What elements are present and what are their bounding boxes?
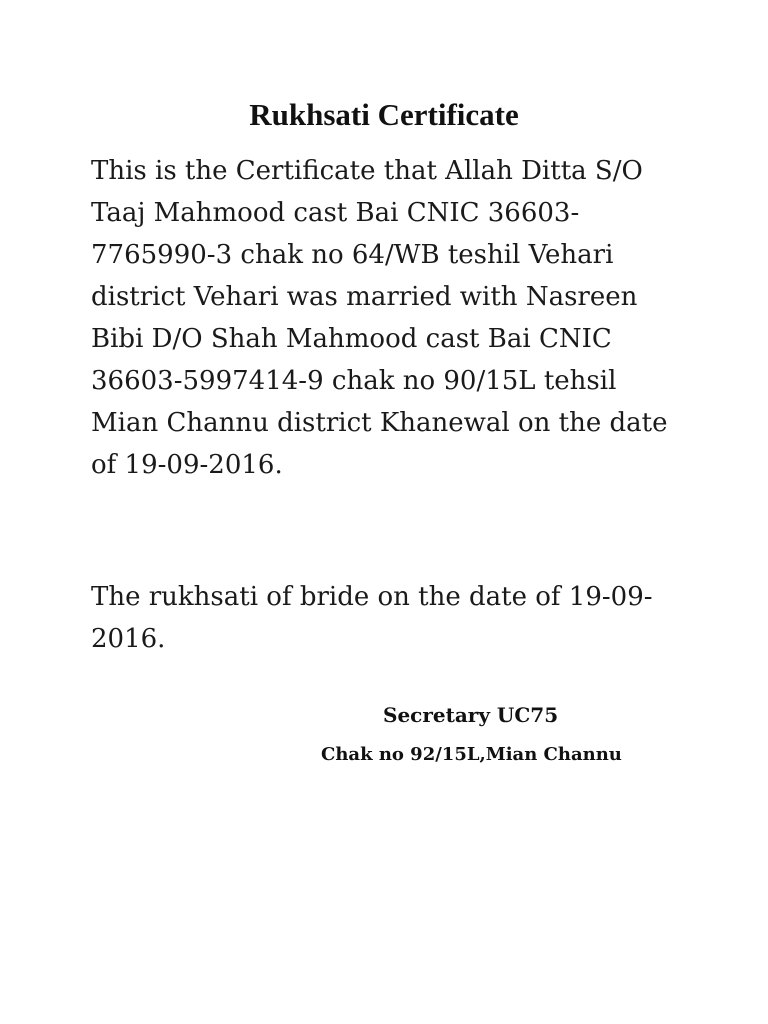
signature-office: Secretary UC75 [383, 703, 559, 727]
certificate-body-paragraph: This is the Certificate that Allah Ditta S/O Taaj Mahmood cast Bai CNIC 36603-7765990-3 chak no 64/WB teshil Vehari district Vehari was married with Nasreen Bibi D/O Shah Mahmood cast Bai CNIC 36603-5997414-9 chak no 90/15L tehsil Mian Channu district Khanewal on the date of 19-09-2016. [91, 156, 668, 480]
certificate-title: Rukhsati Certificate [249, 97, 519, 132]
signature-address: Chak no 92/15L,Mian Channu [321, 744, 622, 765]
rukhsati-date-paragraph: The rukhsati of bride on the date of 19-09-2016. [91, 582, 653, 654]
